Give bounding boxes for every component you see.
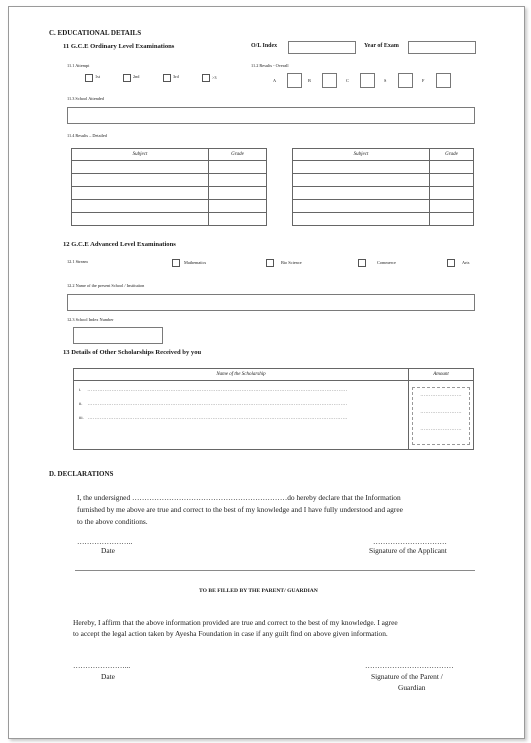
attempt-2-label: 2nd <box>133 74 140 79</box>
scholarship-row-2[interactable] <box>79 401 408 415</box>
stream-commerce-checkbox[interactable] <box>358 259 366 267</box>
scholarship-row-3[interactable] <box>79 415 408 429</box>
stream-bio-checkbox[interactable] <box>266 259 274 267</box>
subject-header: Subject <box>72 149 209 161</box>
attempt-1-label: 1st <box>95 74 101 79</box>
section-d-title: D. DECLARATIONS <box>49 470 114 478</box>
scholarship-dotted-line: …………………………………………………………………………………………………………………………………… <box>87 402 348 407</box>
subject-cell[interactable] <box>72 200 209 213</box>
grade-header: Grade <box>430 149 474 161</box>
subject-cell[interactable] <box>293 187 430 200</box>
stream-bio-label: Bio Science <box>281 260 302 265</box>
form-page <box>8 6 525 739</box>
school-attended-input[interactable] <box>67 107 475 124</box>
grade-f-box[interactable] <box>436 73 451 88</box>
subject-header: Subject <box>293 149 430 161</box>
present-school-input[interactable] <box>67 294 475 311</box>
grade-cell[interactable] <box>209 213 267 226</box>
grade-cell[interactable] <box>430 161 474 174</box>
applicant-signature-dots[interactable]: ………………………… <box>373 537 447 546</box>
guardian-declaration-line-2: to accept the legal action taken by Ayesha Foundation in case if any guilt find on above given information. <box>73 629 388 638</box>
attempt-label: 11.1 Attempt <box>67 63 90 68</box>
applicant-declaration-line-3: to the above conditions. <box>77 517 148 526</box>
subject-cell[interactable] <box>72 187 209 200</box>
amount-dotted-line: …………………… <box>420 427 462 432</box>
school-index-input[interactable] <box>73 327 163 344</box>
grade-a-label: A <box>273 78 277 83</box>
grade-c-label: C <box>346 78 349 83</box>
guardian-declaration-line-1: Hereby, I affirm that the above information provided are true and correct to the best of my knowledge. I agree <box>73 618 398 627</box>
al-heading: 12 G.C.E Advanced Level Examinations <box>63 241 176 248</box>
stream-commerce-label: Commerce <box>377 260 396 265</box>
grade-b-box[interactable] <box>322 73 337 88</box>
ol-results-table-left <box>71 148 267 226</box>
ol-index-input[interactable] <box>288 41 356 54</box>
applicant-signature-label: Signature of the Applicant <box>369 546 447 555</box>
row-number: ii. <box>79 401 83 406</box>
guardian-date-dots[interactable]: …………………... <box>73 661 131 670</box>
amount-header: Amount <box>409 369 474 381</box>
row-number: i. <box>79 387 82 392</box>
subject-cell[interactable] <box>293 213 430 226</box>
subject-cell[interactable] <box>72 174 209 187</box>
scholarship-row-1[interactable] <box>79 387 408 401</box>
scholarships-table <box>73 368 474 450</box>
scholarship-dotted-line: …………………………………………………………………………………………………………………………………… <box>87 388 348 393</box>
parent-signature-label-line-2: Guardian <box>398 683 426 692</box>
present-school-label: 12.2 Name of the present School / Institution <box>67 283 145 288</box>
guardian-heading: TO BE FILLED BY THE PARENT/ GUARDIAN <box>199 588 318 594</box>
subject-cell[interactable] <box>293 161 430 174</box>
section-c-title: C. EDUCATIONAL DETAILS <box>49 29 142 37</box>
scholarship-dotted-line: …………………………………………………………………………………………………………………………………… <box>87 416 348 421</box>
grade-a-box[interactable] <box>287 73 302 88</box>
parent-signature-dots[interactable]: ……………………………… <box>365 661 454 670</box>
school-index-label: 12.3 School Index Number <box>67 317 114 322</box>
grade-f-label: F <box>422 78 425 83</box>
results-detailed-label: 11.4 Results – Detailed <box>67 133 107 138</box>
scholarship-names-cell <box>74 381 409 450</box>
applicant-date-dots[interactable]: ………………….. <box>77 537 133 546</box>
grade-s-box[interactable] <box>398 73 413 88</box>
stream-label: 12.1 Stream <box>67 259 88 264</box>
row-number: iii. <box>79 415 84 420</box>
stream-maths-label: Mathematics <box>184 260 207 265</box>
grade-b-label: B <box>308 78 311 83</box>
ol-results-table-right <box>292 148 474 226</box>
section-divider <box>75 570 475 571</box>
stream-arts-label: Arts <box>462 260 470 265</box>
grade-cell[interactable] <box>430 213 474 226</box>
guardian-date-label: Date <box>101 672 115 681</box>
ol-heading: 11 G.C.E Ordinary Level Examinations <box>63 43 175 50</box>
attempt-1-checkbox[interactable] <box>85 74 93 82</box>
subject-cell[interactable] <box>293 174 430 187</box>
attempt-more-checkbox[interactable] <box>202 74 210 82</box>
subject-cell[interactable] <box>72 213 209 226</box>
year-of-exam-input[interactable] <box>408 41 476 54</box>
applicant-declaration-line-1: I, the undersigned ………………………………………………………do hereby declare that the Information <box>77 493 401 502</box>
grade-c-box[interactable] <box>360 73 375 88</box>
results-overall-label: 11.2 Results - Overall <box>251 63 289 68</box>
parent-signature-label-line-1: Signature of the Parent / <box>371 672 443 681</box>
stream-arts-checkbox[interactable] <box>447 259 455 267</box>
grade-s-label: S <box>384 78 387 83</box>
applicant-date-label: Date <box>101 546 115 555</box>
grade-cell[interactable] <box>430 187 474 200</box>
amount-dotted-line: …………………… <box>420 393 462 398</box>
amount-dotted-line: …………………… <box>420 410 462 415</box>
grade-header: Grade <box>209 149 267 161</box>
grade-cell[interactable] <box>209 187 267 200</box>
applicant-declaration-line-2: furnished by me above are true and correct to the best of my knowledge and I have fully understood and agree <box>77 505 403 514</box>
grade-cell[interactable] <box>209 174 267 187</box>
scholarship-name-header: Name of the Scholarship <box>74 369 409 381</box>
amount-cell <box>409 381 474 450</box>
attempt-more-label: >3 <box>212 75 217 80</box>
subject-cell[interactable] <box>72 161 209 174</box>
grade-cell[interactable] <box>430 200 474 213</box>
grade-cell[interactable] <box>209 200 267 213</box>
ol-index-label: O/L Index <box>251 43 278 49</box>
grade-cell[interactable] <box>430 174 474 187</box>
amount-box[interactable] <box>412 387 470 445</box>
stream-maths-checkbox[interactable] <box>172 259 180 267</box>
attempt-3-label: 3rd <box>173 74 179 79</box>
school-attended-label: 11.3 School Attended <box>67 96 104 101</box>
year-of-exam-label: Year of Exam <box>364 43 399 49</box>
subject-cell[interactable] <box>293 200 430 213</box>
attempt-3-checkbox[interactable] <box>163 74 171 82</box>
scholarships-heading: 13 Details of Other Scholarships Received by you <box>63 349 202 356</box>
attempt-2-checkbox[interactable] <box>123 74 131 82</box>
grade-cell[interactable] <box>209 161 267 174</box>
